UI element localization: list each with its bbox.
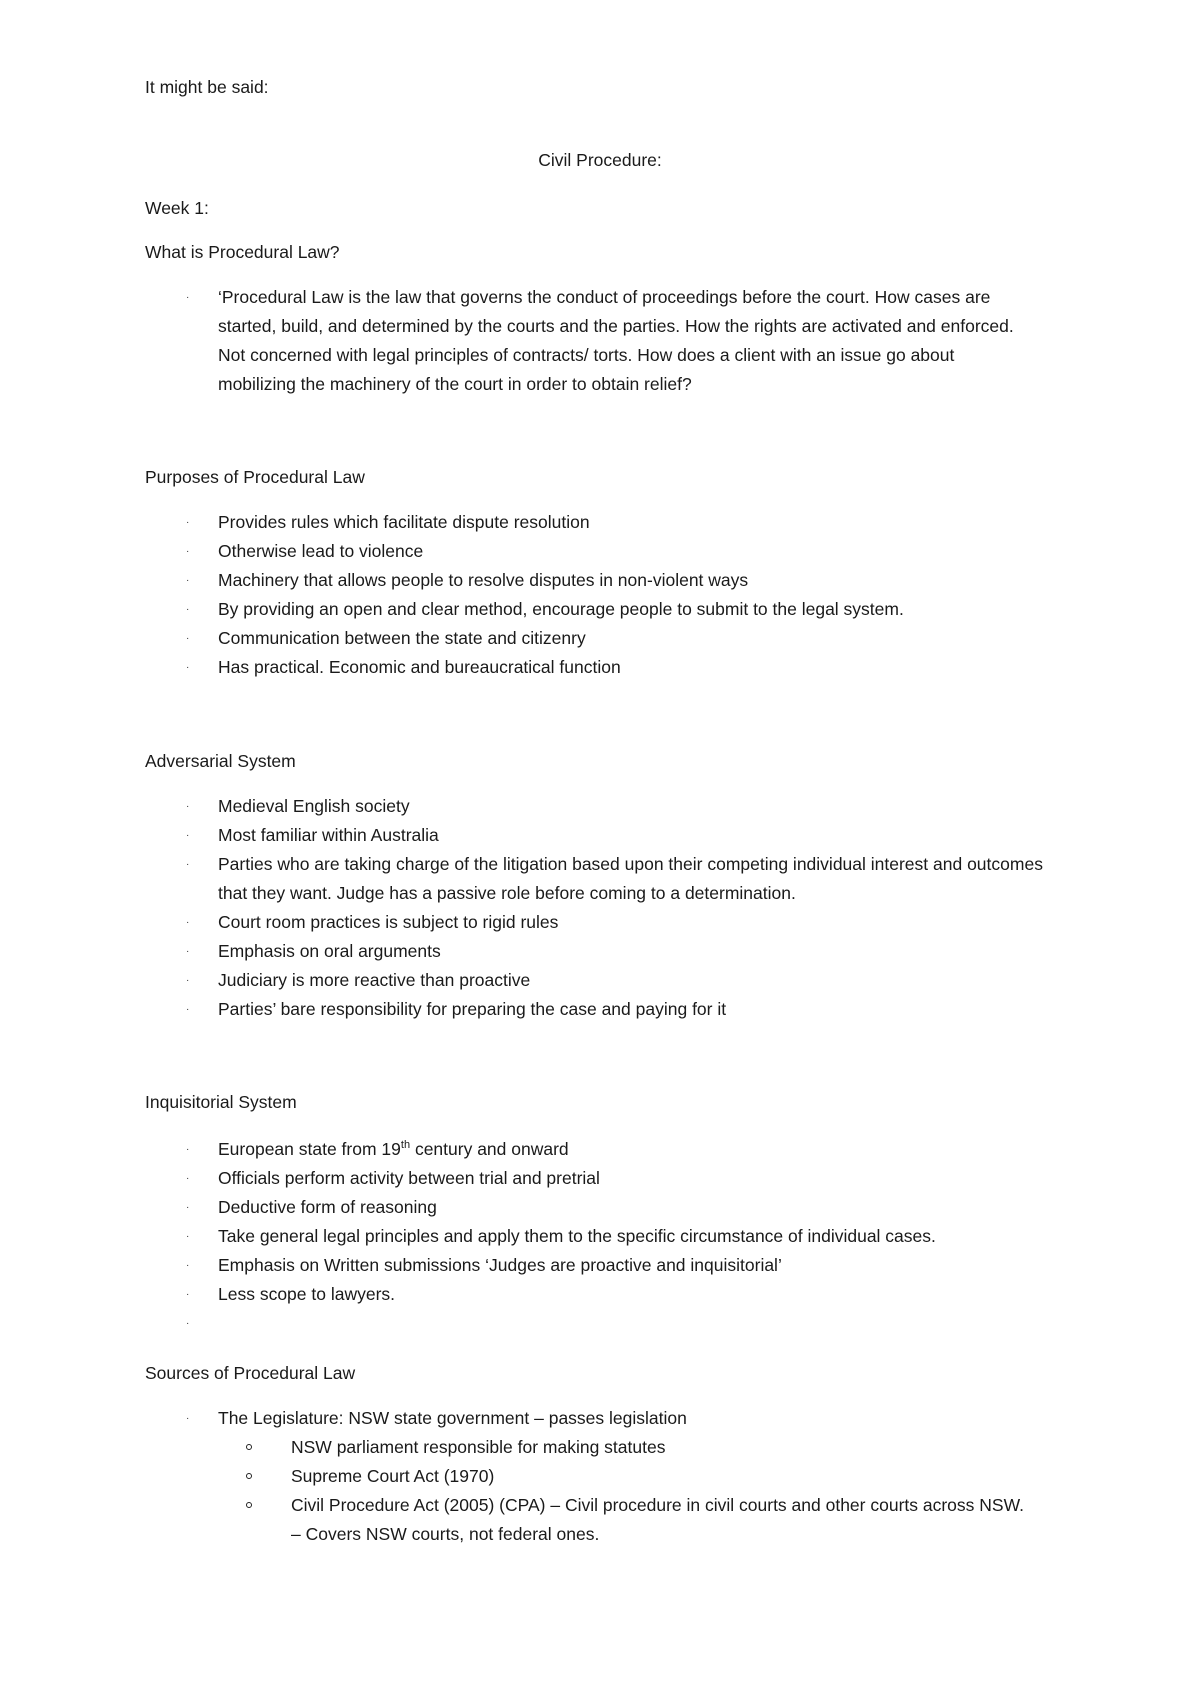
century-text-rest: century and onward bbox=[410, 1139, 569, 1159]
bullet-icon: · bbox=[186, 546, 190, 557]
bullet-icon: · bbox=[186, 1318, 190, 1329]
list-item-text: Otherwise lead to violence bbox=[218, 541, 424, 561]
bullet-icon: · bbox=[186, 1202, 190, 1213]
sub-list-item bbox=[218, 1433, 1085, 1462]
circle-bullet-icon bbox=[246, 1473, 252, 1479]
bullet-icon: · bbox=[186, 1260, 190, 1271]
list-item bbox=[145, 792, 1085, 821]
century-text: European state from 19 bbox=[218, 1139, 401, 1159]
list-item bbox=[145, 995, 1085, 1024]
list-item bbox=[145, 1193, 1085, 1222]
list-item-text: Most familiar within Australia bbox=[218, 825, 439, 845]
bullet-icon: · bbox=[186, 1413, 190, 1424]
list-item bbox=[145, 1251, 1085, 1280]
sources-sublist bbox=[218, 1433, 1085, 1549]
sub-list-item bbox=[218, 1491, 1085, 1549]
sources-list bbox=[145, 1404, 1085, 1549]
bullet-icon: · bbox=[186, 1004, 190, 1015]
inquisitorial-list bbox=[145, 1135, 1085, 1338]
list-item-text bbox=[218, 1135, 1085, 1164]
list-item bbox=[145, 1135, 1085, 1164]
list-item-text: Court room practices is subject to rigid rules bbox=[218, 912, 559, 932]
adversarial-heading: Adversarial System bbox=[145, 751, 296, 771]
list-item-text: Provides rules which facilitate dispute resolution bbox=[218, 512, 590, 532]
list-item-text: Take general legal principles and apply them to the specific circumstance of individual cases. bbox=[218, 1226, 936, 1246]
list-item-text: ‘Procedural Law is the law that governs the conduct of proceedings before the court. How cases are started, build, and determined by the courts and the parties. How the rights are activated and enforced. Not concerned with legal principles of contracts/ torts. How does a client with an issue go about mobilizing the machinery of the court in order to obtain relief? bbox=[218, 287, 1014, 394]
bullet-icon: · bbox=[186, 946, 190, 957]
list-item bbox=[145, 653, 1085, 682]
list-item-text: Machinery that allows people to resolve disputes in non-violent ways bbox=[218, 570, 749, 590]
sub-list-item-text: Supreme Court Act (1970) bbox=[291, 1466, 495, 1486]
sub-list-item-text: NSW parliament responsible for making statutes bbox=[291, 1437, 666, 1457]
intro-text: It might be said: bbox=[145, 77, 269, 97]
list-item bbox=[145, 966, 1085, 995]
bullet-icon: · bbox=[186, 1231, 190, 1242]
sub-list-item-text: Civil Procedure Act (2005) (CPA) – Civil procedure in civil courts and other courts across NSW. – Covers NSW courts, not federal ones. bbox=[291, 1495, 1025, 1544]
inquisitorial-heading: Inquisitorial System bbox=[145, 1092, 297, 1112]
list-item-text: By providing an open and clear method, encourage people to submit to the legal system. bbox=[218, 599, 904, 619]
list-item-text: The Legislature: NSW state government – passes legislation bbox=[218, 1408, 687, 1428]
list-item-text: Less scope to lawyers. bbox=[218, 1284, 396, 1304]
bullet-icon: · bbox=[186, 917, 190, 928]
list-item-text: Judiciary is more reactive than proactive bbox=[218, 970, 531, 990]
bullet-icon: · bbox=[186, 575, 190, 586]
week-heading: Week 1: bbox=[145, 198, 209, 218]
bullet-icon: · bbox=[186, 604, 190, 615]
what-heading: What is Procedural Law? bbox=[145, 242, 340, 262]
circle-bullet-icon bbox=[246, 1444, 252, 1450]
list-item bbox=[145, 937, 1085, 966]
list-item-text: Emphasis on Written submissions ‘Judges are proactive and inquisitorial’ bbox=[218, 1255, 782, 1275]
bullet-icon: · bbox=[186, 517, 190, 528]
bullet-icon: · bbox=[186, 1144, 190, 1155]
bullet-icon: · bbox=[186, 859, 190, 870]
bullet-icon: · bbox=[186, 662, 190, 673]
list-item-text: Officials perform activity between trial and pretrial bbox=[218, 1168, 600, 1188]
list-item bbox=[145, 908, 1085, 937]
list-item-text: Parties’ bare responsibility for preparing the case and paying for it bbox=[218, 999, 727, 1019]
list-item bbox=[145, 1280, 1085, 1309]
list-item bbox=[145, 566, 1085, 595]
list-item bbox=[145, 1222, 1085, 1251]
list-item-text: Parties who are taking charge of the litigation based upon their competing individual interest and outcomes that they want. Judge has a passive role before coming to a determination. bbox=[218, 854, 1043, 903]
ordinal-superscript: th bbox=[400, 1139, 411, 1152]
list-item bbox=[145, 1404, 1085, 1549]
what-list bbox=[145, 283, 1065, 399]
list-item bbox=[145, 1164, 1085, 1193]
bullet-icon: · bbox=[186, 975, 190, 986]
sub-list-item bbox=[218, 1462, 1085, 1491]
bullet-icon: · bbox=[186, 830, 190, 841]
sources-heading: Sources of Procedural Law bbox=[145, 1363, 356, 1383]
purposes-list bbox=[145, 508, 1085, 682]
adversarial-list bbox=[145, 792, 1085, 1024]
bullet-icon: · bbox=[186, 1289, 190, 1300]
list-item-text: Communication between the state and citizenry bbox=[218, 628, 586, 648]
list-item-text bbox=[218, 1309, 1085, 1338]
list-item bbox=[145, 508, 1085, 537]
list-item-text: Deductive form of reasoning bbox=[218, 1197, 437, 1217]
list-item bbox=[145, 850, 1085, 908]
document-title: Civil Procedure: bbox=[538, 150, 662, 170]
list-item-text: Emphasis on oral arguments bbox=[218, 941, 441, 961]
list-item bbox=[145, 537, 1085, 566]
list-item bbox=[145, 595, 1085, 624]
circle-bullet-icon bbox=[246, 1502, 252, 1508]
bullet-icon: · bbox=[186, 633, 190, 644]
list-item bbox=[145, 1309, 1085, 1338]
list-item bbox=[145, 283, 1065, 399]
list-item-text: Medieval English society bbox=[218, 796, 410, 816]
list-item-text: Has practical. Economic and bureaucratical function bbox=[218, 657, 621, 677]
bullet-icon: · bbox=[186, 801, 190, 812]
bullet-icon: · bbox=[186, 1173, 190, 1184]
bullet-icon: · bbox=[186, 292, 190, 303]
list-item bbox=[145, 821, 1085, 850]
purposes-heading: Purposes of Procedural Law bbox=[145, 467, 365, 487]
list-item bbox=[145, 624, 1085, 653]
